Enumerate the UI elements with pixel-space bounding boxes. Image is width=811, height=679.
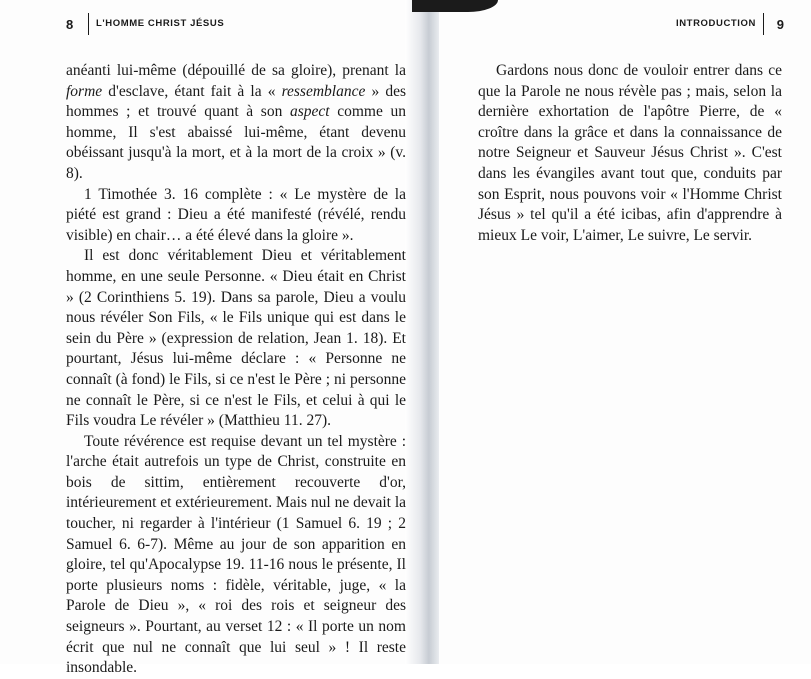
header-divider: [88, 13, 89, 35]
text-run: d'esclave, étant fait à la «: [102, 82, 282, 100]
right-page-number: 9: [776, 17, 784, 32]
header-divider: [763, 13, 764, 35]
text-run: Il est donc véritablement Dieu et véritablement homme, en une seule Personne. « Dieu était en Christ » (2 Corinthiens 5. 19). Dans sa parole, Dieu a voulu nous révéler Son Fils, « le Fils unique qui est dans le sein du Père » (expression de relation, Jean 1. 18). Et pourtant, Jésus lui-même déclare : « Personne ne connaît (à fond) le Fils, si ce n'est le Père ; ni personne ne connaît le Père, si ce n'est le Fils, et celui à qui le Fils voudra Le révéler » (Matthieu 11. 27).: [66, 247, 406, 430]
left-body-text: [66, 61, 406, 679]
right-running-head: [470, 17, 784, 37]
paragraph: [66, 61, 406, 185]
text-run: 1 Timothée 3. 16 complète : « Le mystère de la piété est grand : Dieu a été manifesté (révélé, rendu visible) en chair… a été élevé dans la gloire ».: [66, 185, 406, 244]
left-page-number: 8: [66, 17, 74, 32]
text-run: » des hommes ; et trouvé quant à son: [66, 82, 406, 121]
book-gutter: [405, 0, 439, 664]
left-running-title: L'HOMME CHRIST JÉSUS: [96, 18, 225, 29]
paragraph: [66, 185, 406, 247]
paragraph: [478, 61, 782, 246]
text-run: Toute révérence est requise devant un tel mystère : l'arche était autrefois un type de Christ, construite en bois de sittim, entièrement recouverte d'or, intérieurement et extérieurement. Mais nul ne devait la toucher, ni regarder à l'intérieur (1 Samuel 6. 19 ; 2 Samuel 6. 6-7). Même au jour de son apparition en gloire, tel qu'Apocalypse 19. 11-16 nous le présente, Il porte plusieurs noms : fidèle, véritable, juge, « la Parole de Dieu », « roi des rois et seigneur des seigneurs ». Pourtant, au verset 12 : « Il porte un nom écrit que nul ne connaît que lui seul » ! Il reste insondable.: [66, 432, 407, 677]
paragraph: [66, 246, 406, 431]
italic-term: ressemblance: [281, 82, 366, 100]
right-running-title: INTRODUCTION: [675, 18, 756, 29]
italic-term: forme: [66, 82, 103, 100]
text-run: comme un homme, Il s'est abaissé lui-même, étant devenu obéissant jusqu'à la mort, et à la mort de la croix » (v. 8).: [66, 103, 407, 182]
paragraph: [66, 432, 406, 679]
left-running-head: [66, 17, 407, 37]
italic-term: aspect: [289, 103, 330, 121]
right-body-text: [478, 61, 782, 246]
text-run: Gardons nous donc de vouloir entrer dans ce que la Parole ne nous révèle pas ; mais, selon la dernière exhortation de l'apôtre Pierre, de « croître dans la grâce et dans la connaissance de notre Seigneur et Sauveur Jésus Christ ». C'est dans les évangiles avant tout que, conduits par son Esprit, nous pouvons voir « l'Homme Christ Jésus » tel qu'il a été icibas, afin d'apprendre à mieux Le voir, L'aimer, Le suivre, Le servir.: [478, 62, 782, 244]
text-run: anéanti lui-même (dépouillé de sa gloire), prenant la: [66, 62, 406, 79]
